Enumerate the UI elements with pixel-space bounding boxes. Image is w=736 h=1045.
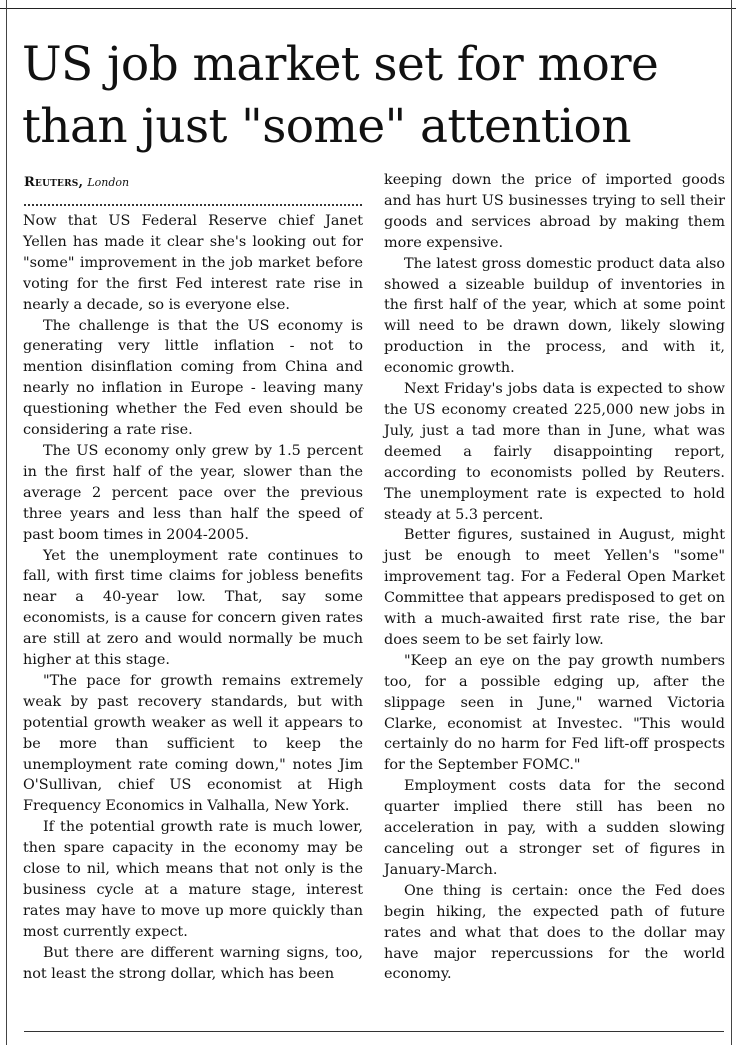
paragraph: Employment costs data for the second quarter implied there still has been no acceleration in pay, with a sudden slowing canceling out a stronger set of figures in January-March.: [384, 778, 725, 878]
paragraph: But there are different warning signs, too, not least the strong dollar, which has been: [23, 944, 363, 982]
paragraph: "The pace for growth remains extremely weak by past recovery standards, but with potential growth weaker as well it appears to be more than sufficient to keep the unemployment rate coming down," notes Jim O'Sullivan, chief US economist at High Frequency Economics in Valhalla, New York.: [23, 672, 363, 815]
right-border-line: [731, 0, 732, 1045]
headline-line-2: than just "some" attention: [22, 99, 631, 154]
headline-line-1: US job market set for more: [22, 37, 659, 92]
article-column-right: [384, 170, 725, 985]
byline-divider: [24, 204, 362, 206]
article-column-left: [23, 211, 363, 985]
byline: [24, 174, 129, 192]
paragraph: One thing is certain: once the Fed does begin hiking, the expected path of future rates and what that does to the dollar may have major repercussions for the world economy.: [384, 882, 725, 983]
left-border-line: [6, 0, 7, 1045]
paragraph: If the potential growth rate is much lower, then spare capacity in the economy may be close to nil, which means that not only is the business cycle at a mature stage, interest rates may have to move up more quickly than most currently expect.: [23, 819, 363, 940]
paragraph: The challenge is that the US economy is generating very little inflation - not to mention disinflation coming from China and nearly no inflation in Europe - leaving many questioning whether the Fed even should be considering a rate rise.: [23, 317, 363, 439]
article-headline: [22, 34, 728, 158]
bottom-divider: [24, 1031, 724, 1032]
paragraph: Next Friday's jobs data is expected to show the US economy created 225,000 new jobs in July, just a tad more than in June, what was deemed a fairly disappointing report, according to economists polled by Reuters. The unemployment rate is expected to hold steady at 5.3 percent.: [384, 381, 725, 523]
paragraph: Yet the unemployment rate continues to fall, with first time claims for jobless benefits near a 40-year low. That, say some economists, is a cause for concern given rates are still at zero and would normally be much higher at this stage.: [23, 547, 363, 669]
byline-location: London: [87, 176, 130, 189]
top-border-line: [0, 8, 736, 9]
byline-agency: Reuters,: [24, 175, 84, 190]
paragraph: The latest gross domestic product data also showed a sizeable buildup of inventories in the first half of the year, which at some point will need to be drawn down, likely slowing production in the process, and with it, economic growth.: [384, 255, 725, 377]
paragraph: "Keep an eye on the pay growth numbers too, for a possible edging up, after the slippage seen in June," warned Victoria Clarke, economist at Investec. "This would certainly do no harm for Fed lift-off prospects for the September FOMC.": [384, 652, 725, 774]
paragraph: Now that US Federal Reserve chief Janet Yellen has made it clear she's looking out for "some" improvement in the job market before voting for the first Fed interest rate rise in nearly a decade, so is everyone else.: [23, 213, 363, 313]
paragraph-continued: keeping down the price of imported goods and has hurt US businesses trying to sell their goods and services abroad by making them more expensive.: [384, 172, 725, 251]
paragraph: The US economy only grew by 1.5 percent in the first half of the year, slower than the average 2 percent pace over the previous three years and less than half the speed of past boom times in 2004-2005.: [23, 442, 363, 543]
paragraph: Better figures, sustained in August, might just be enough to meet Yellen's "some" improvement tag. For a Federal Open Market Committee that appears predisposed to get on with a much-awaited first rate rise, the bar does seem to be set fairly low.: [384, 527, 725, 648]
